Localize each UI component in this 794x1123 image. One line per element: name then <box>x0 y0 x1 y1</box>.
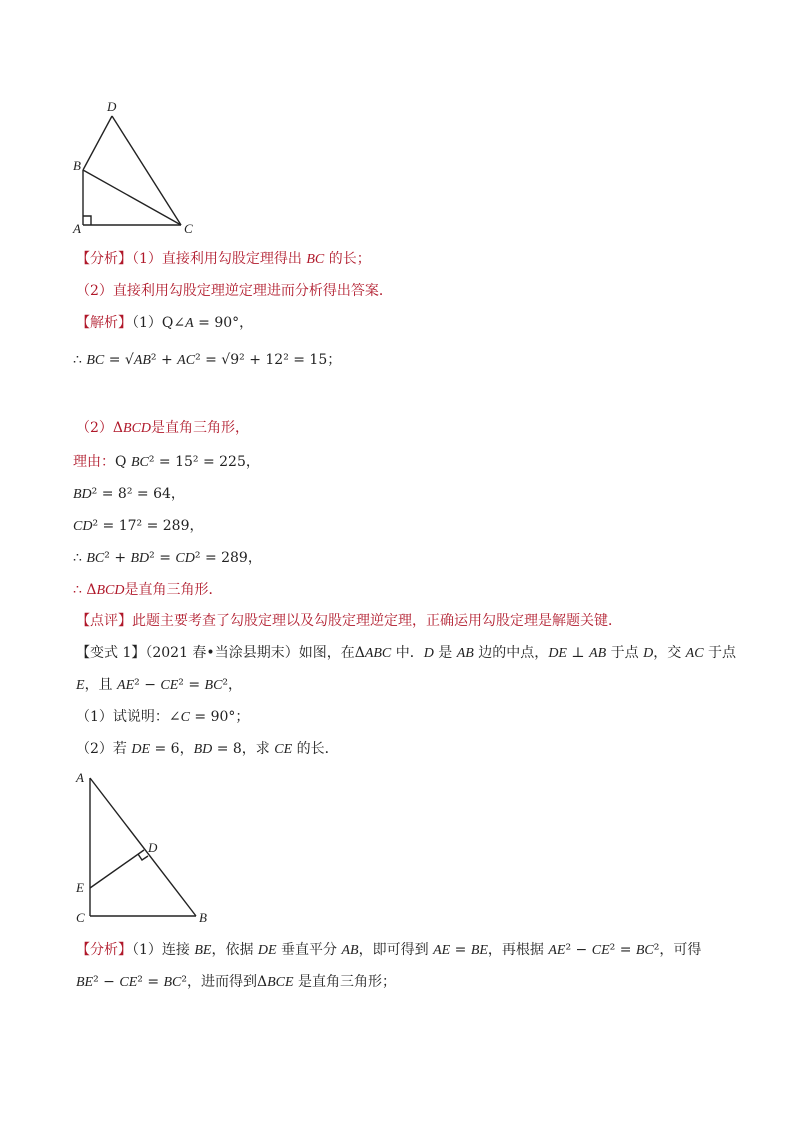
text-segment: CE <box>591 943 610 958</box>
text-segment: AB <box>456 646 474 661</box>
text-segment: AB <box>133 353 151 368</box>
text-segment: （1）试说明：∠ <box>76 709 181 725</box>
text-segment: 【变式 1】（2021 春•当涂县期末）如图，在Δ <box>76 645 365 661</box>
text-segment: ABC <box>364 646 392 661</box>
text-segment: ∴ <box>73 550 87 566</box>
text-segment: D <box>423 646 434 661</box>
text-segment: BC <box>635 943 654 958</box>
text-segment: ² = <box>178 677 205 693</box>
text-segment: BC <box>86 353 105 368</box>
text-segment: （1）连接 <box>132 942 195 958</box>
figure-triangle-abcd <box>60 96 210 241</box>
text-segment: AE <box>433 943 451 958</box>
text-segment: ² + <box>150 352 178 368</box>
label-c: C <box>76 910 85 925</box>
text-segment: BD <box>130 551 150 566</box>
text-segment: AE <box>548 943 566 958</box>
label-b: B <box>199 910 207 925</box>
text-segment: A <box>185 316 194 331</box>
text-segment: CE <box>119 975 138 990</box>
text-segment: ² − <box>134 677 161 693</box>
text-segment: DE <box>257 943 277 958</box>
text-segment: DE <box>548 646 567 661</box>
text-segment: ² = <box>609 942 636 958</box>
label-b: B <box>73 158 81 173</box>
figure-triangle-abc <box>66 766 216 931</box>
text-segment: ，交 <box>653 645 686 661</box>
text-segment: BC <box>204 678 223 693</box>
text-segment: ，依据 <box>211 942 258 958</box>
text-segment: BD <box>193 742 213 757</box>
text-segment: BC <box>163 975 182 990</box>
text-segment: （1）Q∠ <box>132 315 186 331</box>
text-segment: = 90°； <box>189 709 250 725</box>
text-segment: CD <box>175 551 195 566</box>
text-segment: CD <box>73 519 93 534</box>
text-segment: AE <box>117 678 135 693</box>
text-segment: CE <box>274 742 293 757</box>
label-c: C <box>184 221 193 236</box>
text-segment: = <box>450 942 471 958</box>
text-segment: BD <box>73 487 92 502</box>
text-segment: BE <box>76 975 94 990</box>
text-segment: BE <box>194 943 212 958</box>
text-line <box>73 350 341 371</box>
text-segment: AC <box>685 646 704 661</box>
text-segment: BCE <box>267 975 294 990</box>
text-segment: ，再根据 <box>487 942 549 958</box>
text-line <box>76 313 253 334</box>
text-line <box>73 484 185 505</box>
text-line <box>73 452 260 473</box>
text-segment: BC <box>306 252 325 267</box>
text-segment: （2）直接利用勾股定理逆定理进而分析得出答案． <box>76 283 393 299</box>
text-segment: ² = 17² = 289， <box>92 518 204 534</box>
text-segment: （2）Δ <box>76 420 124 436</box>
text-segment: 的长； <box>324 251 371 267</box>
text-segment: 是直角三角形； <box>293 974 397 990</box>
text-segment: ² = <box>149 550 176 566</box>
text-line <box>76 281 393 301</box>
text-line <box>76 249 371 270</box>
text-segment: ² − <box>93 974 120 990</box>
text-segment: ² = <box>137 974 164 990</box>
text-segment: 是直角三角形， <box>151 420 250 436</box>
text-segment: ∴ <box>73 352 87 368</box>
text-segment: 于点 <box>606 645 644 661</box>
label-d: D <box>148 840 158 855</box>
text-segment: = 6， <box>150 741 194 757</box>
text-segment: = 90°， <box>193 315 254 331</box>
text-segment: = 8，求 <box>212 741 275 757</box>
text-line <box>73 580 222 601</box>
text-segment: ，即可得到 <box>358 942 434 958</box>
text-segment: ⊥ <box>566 645 590 661</box>
text-line <box>76 643 736 664</box>
text-segment: DE <box>131 742 151 757</box>
text-segment: 理由： <box>73 454 115 470</box>
text-segment: 垂直平分 <box>276 942 342 958</box>
text-segment: BCD <box>96 583 125 598</box>
text-segment: CE <box>160 678 179 693</box>
text-segment: AB <box>589 646 607 661</box>
text-segment: = √ <box>104 352 134 368</box>
text-segment: 是 <box>433 645 457 661</box>
text-line <box>76 418 249 439</box>
text-segment: ² − <box>565 942 592 958</box>
text-segment: ²，可得 <box>653 942 702 958</box>
text-line <box>76 611 622 631</box>
text-segment: 是直角三角形． <box>124 582 223 598</box>
text-segment: BC <box>130 455 149 470</box>
text-segment: AC <box>177 353 196 368</box>
text-line <box>76 675 242 696</box>
text-segment: BC <box>86 551 105 566</box>
text-segment: 【分析】 <box>76 942 132 958</box>
text-line <box>76 940 701 961</box>
label-d: D <box>107 99 117 114</box>
text-segment: ²， <box>222 677 243 693</box>
text-segment: 于点 <box>703 645 736 661</box>
text-segment: E <box>76 678 85 693</box>
text-segment: AB <box>341 943 359 958</box>
text-segment: ² = √9² + 12² = 15； <box>195 352 342 368</box>
text-segment: ² = 8² = 64， <box>91 486 185 502</box>
text-segment: 【解析】 <box>76 315 132 331</box>
text-segment: C <box>180 710 190 725</box>
text-segment: ∴ Δ <box>73 582 97 598</box>
text-segment: ，且 <box>84 677 118 693</box>
label-e: E <box>76 880 84 895</box>
text-segment: （2）若 <box>76 741 132 757</box>
text-segment: 边的中点， <box>473 645 549 661</box>
text-segment: ² + <box>104 550 131 566</box>
text-segment: 【分析】 <box>76 251 132 267</box>
text-line <box>73 548 262 569</box>
text-segment: 中． <box>391 645 424 661</box>
text-segment: 【点评】此题主要考查了勾股定理以及勾股定理逆定理，正确运用勾股定理是解题关键． <box>76 613 622 629</box>
text-segment: ² = 15² = 225， <box>148 454 260 470</box>
text-segment: Q <box>115 454 131 470</box>
text-line <box>73 516 203 537</box>
text-segment: D <box>643 646 654 661</box>
text-segment: BCD <box>123 421 152 436</box>
text-segment: BE <box>470 943 488 958</box>
label-a: A <box>73 221 81 236</box>
text-segment: ² = 289， <box>194 550 262 566</box>
text-line <box>76 707 249 728</box>
text-line <box>76 739 339 760</box>
text-segment: 的长． <box>292 741 339 757</box>
text-segment: ²，进而得到Δ <box>181 974 268 990</box>
text-segment: （1）直接利用勾股定理得出 <box>132 251 307 267</box>
text-line <box>76 972 396 993</box>
label-a: A <box>76 770 84 785</box>
